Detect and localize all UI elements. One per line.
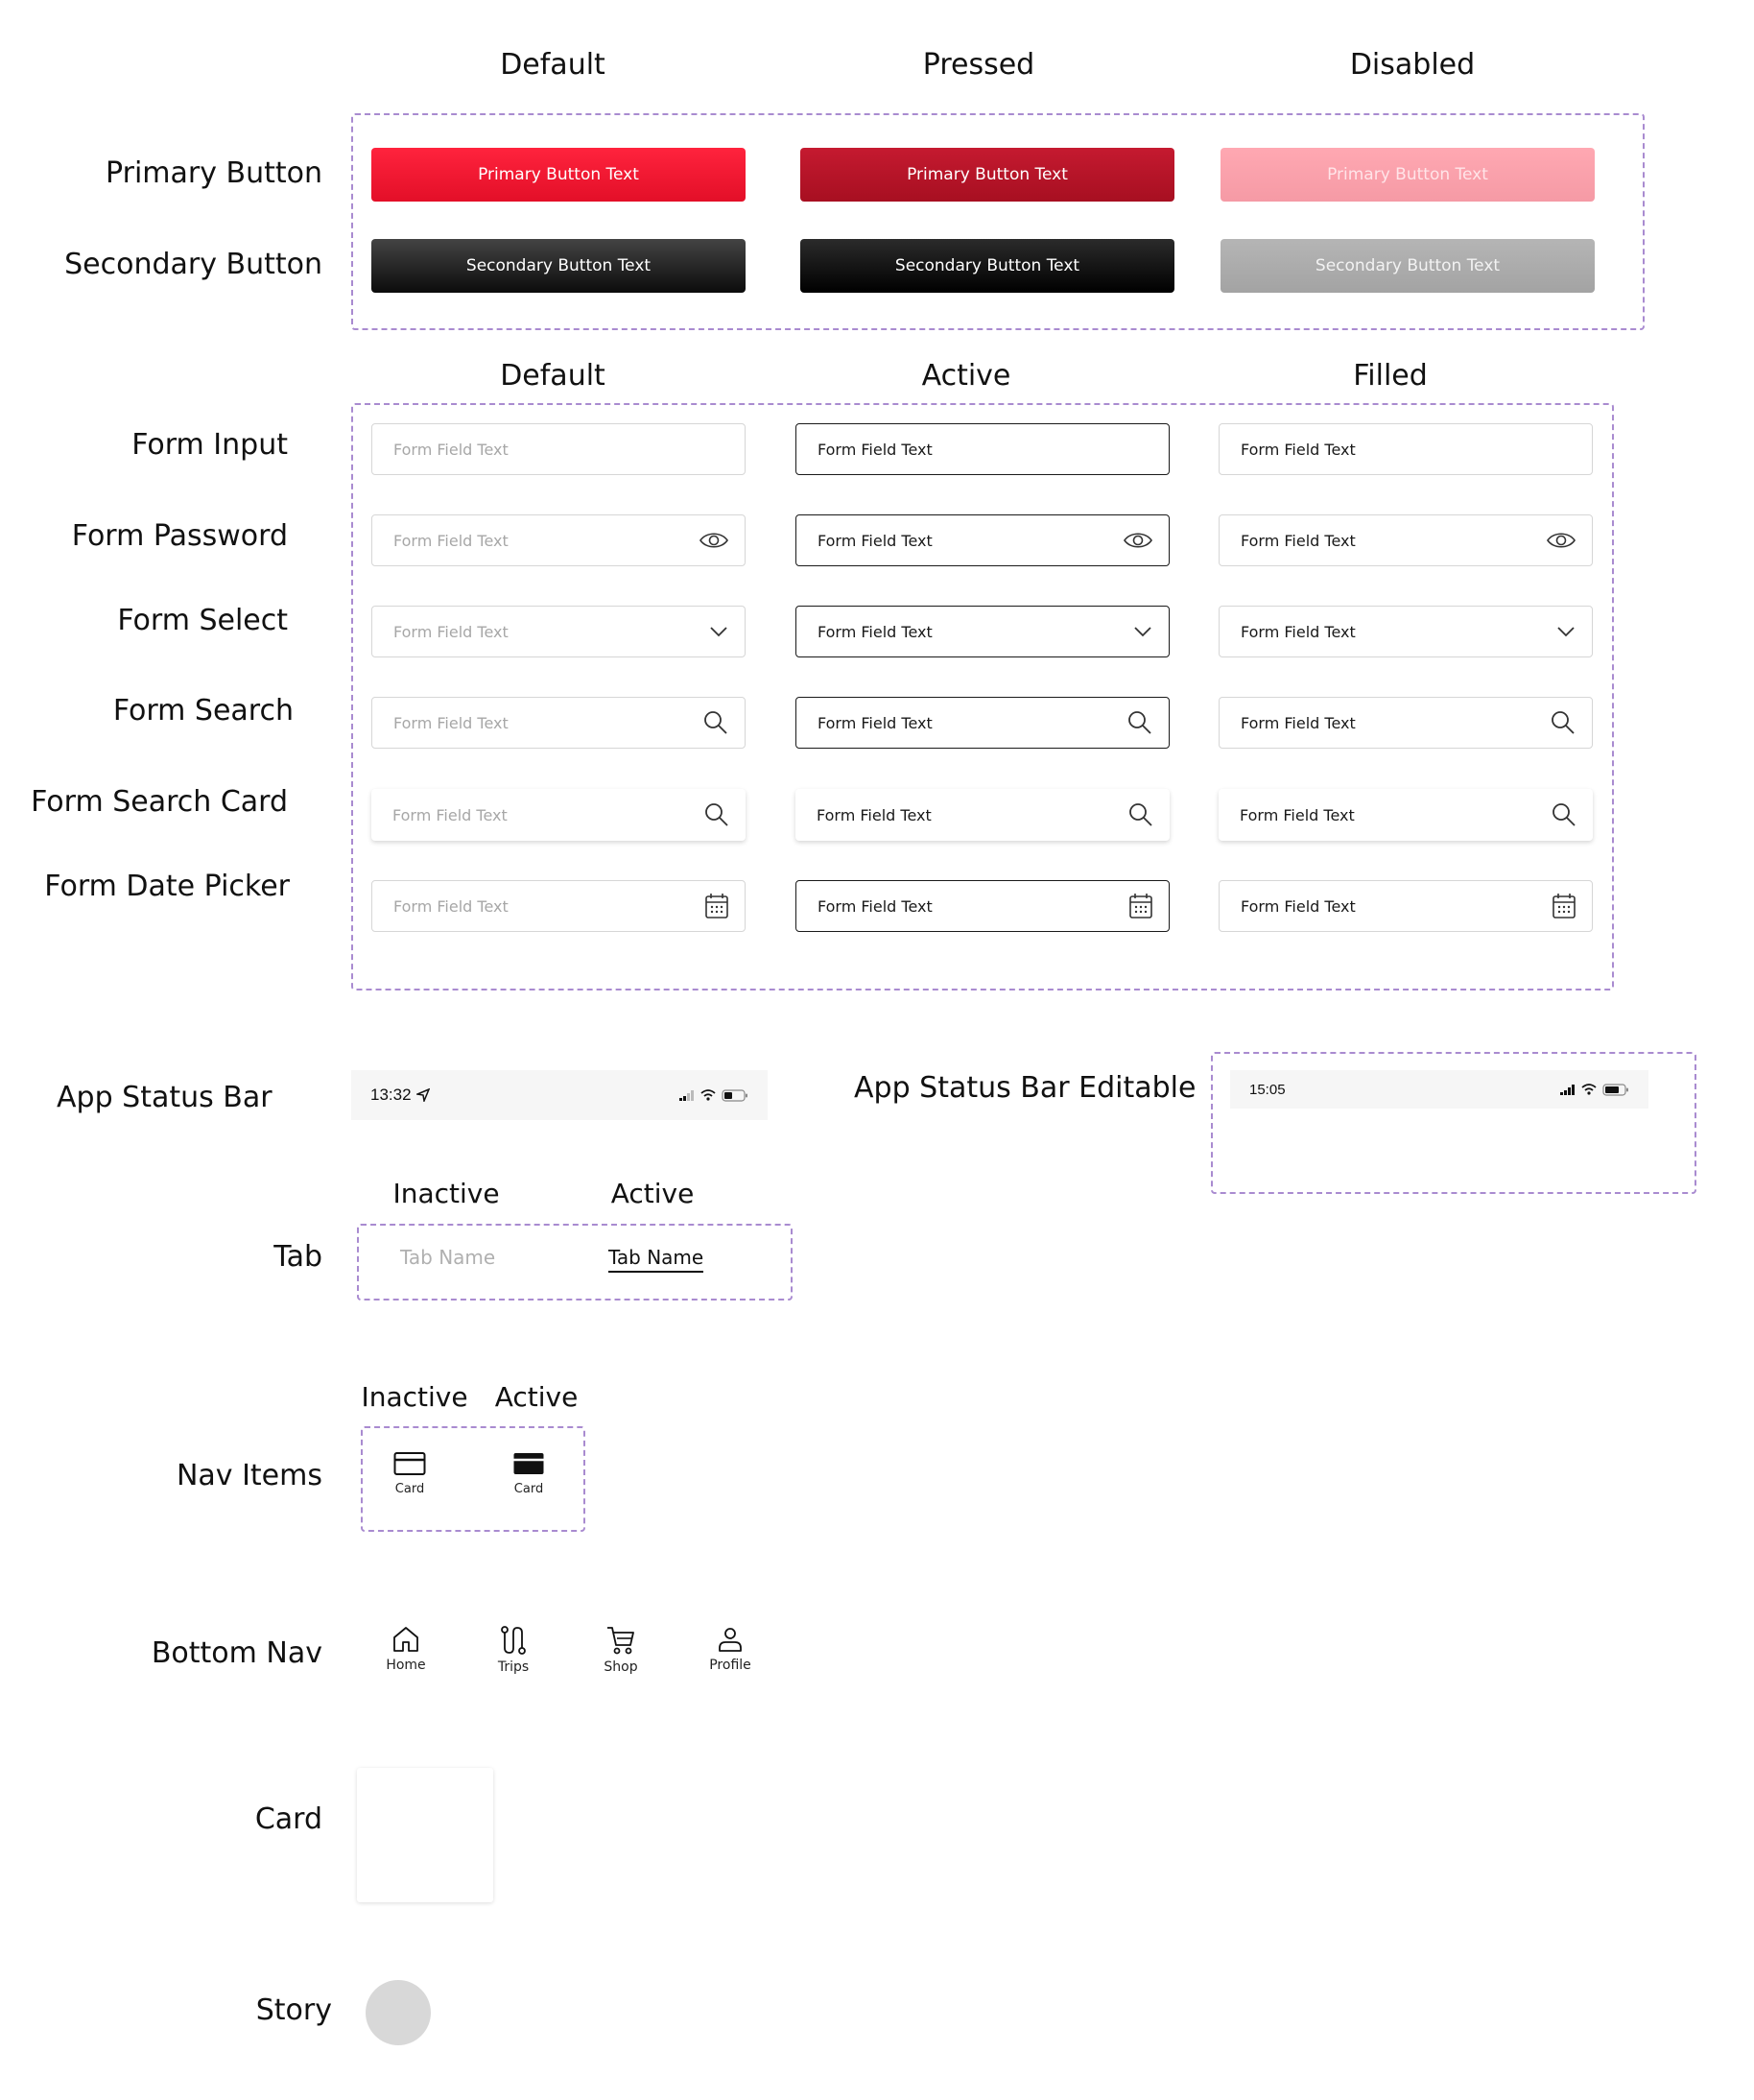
app-status-bar-editable: [1230, 1070, 1648, 1109]
form-col-header-filled: Filled: [1353, 359, 1428, 393]
row-label-card: Card: [254, 1802, 322, 1836]
tab-active[interactable]: Tab Name: [608, 1246, 703, 1273]
tab-inactive[interactable]: Tab Name: [400, 1246, 496, 1269]
location-arrow-icon: [416, 1088, 430, 1102]
row-label-story: Story: [255, 1993, 332, 2027]
bottom-nav-label: Home: [386, 1658, 426, 1673]
form-select-default[interactable]: [371, 606, 746, 657]
battery-icon: [722, 1089, 748, 1102]
field-text: Form Field Text: [1241, 622, 1356, 641]
cart-icon: [605, 1625, 636, 1656]
field-text: Form Field Text: [818, 896, 933, 916]
row-label-bottom-nav: Bottom Nav: [151, 1636, 322, 1670]
form-input-default[interactable]: [371, 423, 746, 475]
col-header-pressed: Pressed: [922, 48, 1035, 82]
form-input-filled[interactable]: [1219, 423, 1593, 475]
signal-icon: [679, 1090, 695, 1101]
nav-col-header-active: Active: [494, 1381, 579, 1413]
field-text: Form Field Text: [393, 896, 509, 916]
secondary-button-default[interactable]: Secondary Button Text: [371, 239, 746, 293]
form-search-filled[interactable]: [1219, 697, 1593, 749]
calendar-icon[interactable]: [704, 893, 729, 919]
bottom-nav-home[interactable]: [367, 1625, 444, 1673]
search-icon[interactable]: [702, 709, 729, 736]
chevron-down-icon: [1132, 625, 1153, 638]
secondary-button-disabled: Secondary Button Text: [1221, 239, 1595, 293]
bottom-nav-label: Profile: [709, 1658, 751, 1673]
field-text: Form Field Text: [1241, 896, 1356, 916]
primary-button-default[interactable]: Primary Button Text: [371, 148, 746, 202]
row-label-app-status-bar-editable: App Status Bar Editable: [854, 1071, 1197, 1105]
form-date-picker-active[interactable]: [795, 880, 1170, 932]
card[interactable]: [357, 1768, 493, 1902]
form-password-default[interactable]: [371, 514, 746, 566]
nav-item-label: Card: [513, 1482, 544, 1496]
home-icon: [391, 1625, 420, 1654]
field-text: Form Field Text: [818, 440, 933, 459]
search-icon[interactable]: [1551, 801, 1577, 828]
buttons-frame: [351, 113, 1645, 330]
form-date-picker-filled[interactable]: [1219, 880, 1593, 932]
row-label-form-search: Form Search: [112, 694, 294, 728]
row-label-primary-button: Primary Button: [106, 156, 322, 190]
chevron-down-icon: [1555, 625, 1576, 638]
card-icon: [512, 1451, 545, 1476]
nav-col-header-inactive: Inactive: [361, 1381, 468, 1413]
signal-icon: [1560, 1085, 1576, 1095]
field-text: Form Field Text: [393, 622, 509, 641]
form-password-active[interactable]: [795, 514, 1170, 566]
search-icon[interactable]: [1550, 709, 1576, 736]
eye-icon[interactable]: [699, 530, 729, 551]
eye-icon[interactable]: [1546, 530, 1576, 551]
story-avatar[interactable]: [366, 1980, 431, 2045]
bottom-nav-label: Shop: [604, 1659, 638, 1675]
form-password-filled[interactable]: [1219, 514, 1593, 566]
primary-button-pressed[interactable]: Primary Button Text: [800, 148, 1174, 202]
row-label-tab: Tab: [273, 1240, 322, 1274]
tab-col-header-active: Active: [610, 1178, 695, 1209]
field-text: Form Field Text: [393, 713, 509, 732]
bottom-nav-profile[interactable]: [692, 1625, 769, 1673]
bottom-nav-trips[interactable]: [475, 1625, 552, 1675]
field-text: Form Field Text: [393, 440, 509, 459]
field-text: Form Field Text: [392, 805, 508, 824]
primary-button-disabled: Primary Button Text: [1221, 148, 1595, 202]
status-time: 15:05: [1249, 1081, 1286, 1098]
calendar-icon[interactable]: [1128, 893, 1153, 919]
field-text: Form Field Text: [818, 531, 933, 550]
field-text: Form Field Text: [818, 713, 933, 732]
row-label-form-date-picker: Form Date Picker: [44, 870, 290, 903]
row-label-secondary-button: Secondary Button: [64, 248, 322, 281]
bottom-nav-label: Trips: [497, 1659, 530, 1675]
col-header-default: Default: [500, 48, 605, 82]
search-icon[interactable]: [703, 801, 730, 828]
field-text: Form Field Text: [1241, 531, 1356, 550]
form-search-card-filled[interactable]: [1219, 789, 1593, 841]
route-icon: [498, 1625, 529, 1656]
eye-icon[interactable]: [1123, 530, 1153, 551]
form-select-active[interactable]: [795, 606, 1170, 657]
col-header-disabled: Disabled: [1349, 48, 1476, 82]
form-search-default[interactable]: [371, 697, 746, 749]
form-date-picker-default[interactable]: [371, 880, 746, 932]
form-search-card-default[interactable]: [371, 789, 746, 841]
field-text: Form Field Text: [817, 805, 932, 824]
field-text: Form Field Text: [1241, 713, 1356, 732]
form-col-header-active: Active: [921, 359, 1011, 393]
bottom-nav-shop[interactable]: [582, 1625, 659, 1675]
app-status-bar: [351, 1070, 768, 1120]
field-text: Form Field Text: [393, 531, 509, 550]
form-search-card-active[interactable]: [795, 789, 1170, 841]
person-icon: [716, 1625, 745, 1654]
field-text: Form Field Text: [1240, 805, 1355, 824]
wifi-icon: [1581, 1084, 1597, 1095]
search-icon[interactable]: [1126, 709, 1153, 736]
row-label-form-select: Form Select: [117, 604, 288, 637]
wifi-icon: [700, 1089, 716, 1101]
battery-icon: [1602, 1084, 1629, 1096]
row-label-form-input: Form Input: [131, 428, 288, 462]
form-input-active[interactable]: [795, 423, 1170, 475]
field-text: Form Field Text: [1241, 440, 1356, 459]
nav-item-label: Card: [394, 1482, 425, 1496]
tab-col-header-inactive: Inactive: [392, 1178, 500, 1209]
row-label-form-search-card: Form Search Card: [31, 785, 288, 819]
field-text: Form Field Text: [818, 622, 933, 641]
nav-item-inactive[interactable]: [386, 1451, 434, 1496]
row-label-app-status-bar: App Status Bar: [57, 1081, 273, 1114]
chevron-down-icon: [708, 625, 729, 638]
form-search-active[interactable]: [795, 697, 1170, 749]
form-select-filled[interactable]: [1219, 606, 1593, 657]
search-icon[interactable]: [1127, 801, 1154, 828]
form-col-header-default: Default: [500, 359, 605, 393]
row-label-nav-items: Nav Items: [176, 1459, 322, 1492]
secondary-button-pressed[interactable]: Secondary Button Text: [800, 239, 1174, 293]
nav-item-active[interactable]: [505, 1451, 553, 1496]
row-label-form-password: Form Password: [71, 519, 288, 553]
calendar-icon[interactable]: [1552, 893, 1576, 919]
status-time: 13:32: [370, 1086, 412, 1104]
card-icon: [393, 1451, 426, 1476]
